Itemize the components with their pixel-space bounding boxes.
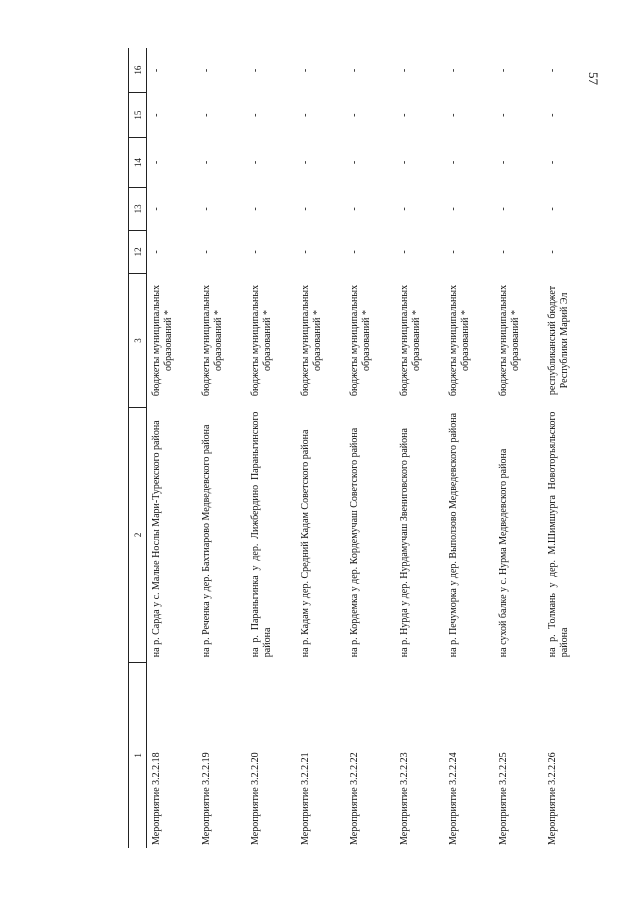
- value-cell: -: [448, 160, 460, 165]
- column-header-14: 14: [129, 138, 147, 188]
- value-cell: -: [497, 250, 509, 254]
- value-cell: -: [250, 113, 262, 117]
- value-cell: -: [299, 250, 311, 254]
- value-cell: -: [398, 160, 410, 165]
- table-row: [345, 48, 395, 848]
- column-header-1: 1: [129, 662, 147, 848]
- value-cell: -: [299, 207, 311, 211]
- header-row: [129, 48, 147, 848]
- value-cell: -: [547, 250, 559, 254]
- object-description: на р. Нурда у дер. Нурдамучаш Звениговского района: [398, 428, 410, 658]
- column-header-3: 3: [129, 273, 147, 407]
- page-number: 57: [586, 72, 601, 85]
- value-cell: -: [398, 68, 410, 73]
- value-cell: -: [200, 68, 212, 73]
- funding-source: бюджеты муниципальных образований *: [200, 284, 224, 397]
- table-row: [444, 48, 494, 848]
- value-cell: -: [349, 160, 361, 165]
- table-row: [494, 48, 544, 848]
- value-cell: -: [547, 207, 559, 211]
- table-row: [246, 48, 296, 848]
- value-cell: -: [349, 113, 361, 117]
- value-cell: -: [448, 250, 460, 254]
- object-description: на р. Толмань у дер. М.Шимшурга Новоторъяльского района: [547, 411, 571, 658]
- table-row: [395, 48, 445, 848]
- funding-source: бюджеты муниципальных образований *: [349, 284, 373, 397]
- column-header-13: 13: [129, 187, 147, 230]
- object-description: на р. Параньгинка у дер. Лижбердино Параньгинского района: [250, 411, 274, 658]
- object-description: на р. Кадам у дер. Средний Кадам Советского района: [299, 429, 311, 658]
- value-cell: -: [200, 160, 212, 165]
- value-cell: -: [349, 207, 361, 211]
- object-description: на р. Сарда у с. Малые Нослы Мари-Турекского района: [151, 420, 162, 658]
- value-cell: -: [299, 160, 311, 165]
- column-header-16: 16: [129, 48, 147, 93]
- value-cell: -: [250, 207, 262, 211]
- value-cell: -: [547, 160, 559, 165]
- object-description: на сухой балке у с. Нурма Медведевского района: [497, 448, 509, 658]
- measure-id: Мероприятие 3.2.2.20: [250, 752, 262, 845]
- value-cell: -: [497, 113, 509, 117]
- value-cell: -: [547, 113, 559, 117]
- measure-id: Мероприятие 3.2.2.18: [151, 752, 162, 845]
- funding-source: бюджеты муниципальных образований *: [250, 284, 274, 397]
- value-cell: -: [448, 113, 460, 117]
- value-cell: -: [200, 113, 212, 117]
- funding-source: бюджеты муниципальных образований *: [448, 284, 472, 397]
- value-cell: -: [299, 68, 311, 73]
- object-description: на р. Кордемка у дер. Кордемучаш Советского района: [349, 427, 361, 658]
- value-cell: -: [250, 68, 262, 73]
- value-cell: -: [398, 113, 410, 117]
- value-cell: -: [250, 250, 262, 254]
- value-cell: -: [151, 160, 162, 165]
- measure-id: Мероприятие 3.2.2.26: [547, 752, 559, 845]
- value-cell: -: [151, 113, 162, 117]
- value-cell: -: [250, 160, 262, 165]
- measure-id: Мероприятие 3.2.2.21: [299, 752, 311, 845]
- measure-id: Мероприятие 3.2.2.25: [497, 752, 509, 845]
- value-cell: -: [497, 160, 509, 165]
- table-row: [197, 48, 247, 848]
- value-cell: -: [151, 207, 162, 211]
- measure-id: Мероприятие 3.2.2.22: [349, 752, 361, 845]
- measure-id: Мероприятие 3.2.2.19: [200, 752, 212, 845]
- value-cell: -: [200, 207, 212, 211]
- measure-id: Мероприятие 3.2.2.24: [448, 752, 460, 845]
- funding-source: бюджеты муниципальных образований *: [151, 284, 174, 397]
- value-cell: -: [349, 250, 361, 254]
- value-cell: -: [448, 68, 460, 73]
- value-cell: -: [547, 68, 559, 73]
- column-header-12: 12: [129, 230, 147, 273]
- table-row: [296, 48, 346, 848]
- object-description: на р. Реченка у дер. Бахтиарово Медведевского района: [200, 424, 212, 658]
- value-cell: -: [299, 113, 311, 117]
- funding-source: бюджеты муниципальных образований *: [398, 284, 422, 397]
- funding-source: бюджеты муниципальных образований *: [497, 284, 521, 397]
- table-row: [147, 48, 197, 848]
- value-cell: -: [151, 68, 162, 73]
- column-header-2: 2: [129, 408, 147, 663]
- measures-table: [128, 48, 593, 848]
- value-cell: -: [448, 207, 460, 211]
- funding-source: республиканский бюджет Республики Марий Эл: [547, 285, 571, 396]
- value-cell: -: [349, 68, 361, 73]
- table-row: [543, 48, 593, 848]
- object-description: на р. Печуморка у дер. Выползово Медведевского района: [448, 412, 460, 658]
- column-header-15: 15: [129, 93, 147, 138]
- funding-source: бюджеты муниципальных образований *: [299, 284, 323, 397]
- measure-id: Мероприятие 3.2.2.23: [398, 752, 410, 845]
- value-cell: -: [497, 207, 509, 211]
- value-cell: -: [151, 250, 162, 254]
- value-cell: -: [497, 68, 509, 73]
- value-cell: -: [200, 250, 212, 254]
- value-cell: -: [398, 250, 410, 254]
- value-cell: -: [398, 207, 410, 211]
